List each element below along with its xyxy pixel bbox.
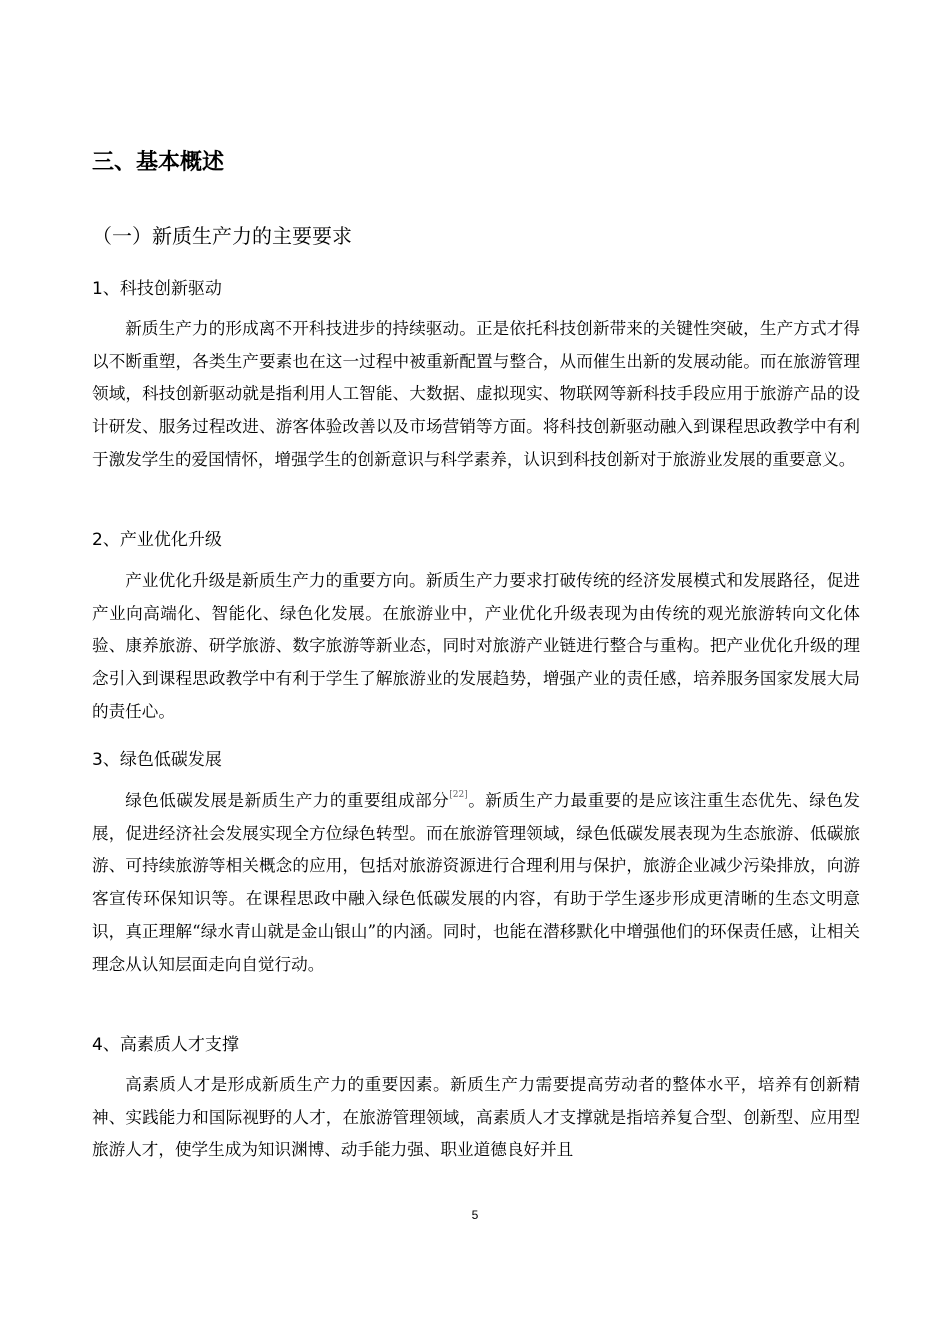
subsection-title: （一）新质生产力的主要要求 [92,224,352,248]
item-paragraph-1: 新质生产力的形成离不开科技进步的持续驱动。正是依托科技创新带来的关键性突破，生产方式才得以不断重塑，各类生产要素也在这一过程中被重新配置与整合，从而催生出新的发展动能。而在旅游管理领域，科技创新驱动就是指利用人工智能、大数据、虚拟现实、物联网等新科技手段应用于旅游产品的设计研发、服务过程改进、游客体验改善以及市场营销等方面。将科技创新驱动融入到课程思政教学中有利于激发学生的爱国情怀，增强学生的创新意识与科学素养，认识到科技创新对于旅游业发展的重要意义。 [92,319,860,469]
item-heading-4: 4、高素质人才支撑 [92,1035,239,1055]
paragraph-3-text-a: 绿色低碳发展是新质生产力的重要组成部分 [125,791,450,810]
item-paragraph-4: 高素质人才是形成新质生产力的重要因素。新质生产力需要提高劳动者的整体水平，培养有创新精神、实践能力和国际视野的人才，在旅游管理领域，高素质人才支撑就是指培养复合型、创新型、应用型旅游人才，使学生成为知识渊博、动手能力强、职业道德良好并且 [92,1075,860,1160]
page-number: 5 [471,1208,479,1222]
citation-reference[interactable]: [22] [449,790,468,800]
item-paragraph-3 [92,785,860,981]
item-paragraph-2: 产业优化升级是新质生产力的重要方向。新质生产力要求打破传统的经济发展模式和发展路径，促进产业向高端化、智能化、绿色化发展。在旅游业中，产业优化升级表现为由传统的观光旅游转向文化体验、康养旅游、研学旅游、数字旅游等新业态，同时对旅游产业链进行整合与重构。把产业优化升级的理念引入到课程思政教学中有利于学生了解旅游业的发展趋势，增强产业的责任感，培养服务国家发展大局的责任心。 [92,571,860,721]
item-heading-3: 3、绿色低碳发展 [92,750,222,770]
item-heading-2: 2、产业优化升级 [92,530,222,550]
item-heading-1: 1、科技创新驱动 [92,279,222,299]
section-title: 三、基本概述 [92,150,225,175]
paragraph-3-text-b: 。新质生产力最重要的是应该注重生态优先、绿色发展，促进经济社会发展实现全方位绿色转型。而在旅游管理领域，绿色低碳发展表现为生态旅游、低碳旅游、可持续旅游等相关概念的应用，包括对旅游资源进行合理利用与保护，旅游企业减少污染排放，向游客宣传环保知识等。在课程思政中融入绿色低碳发展的内容，有助于学生逐步形成更清晰的生态文明意识，真正理解“绿水青山就是金山银山”的内涵。同时，也能在潜移默化中增强他们的环保责任感，让相关理念从认知层面走向自觉行动。 [92,791,861,974]
